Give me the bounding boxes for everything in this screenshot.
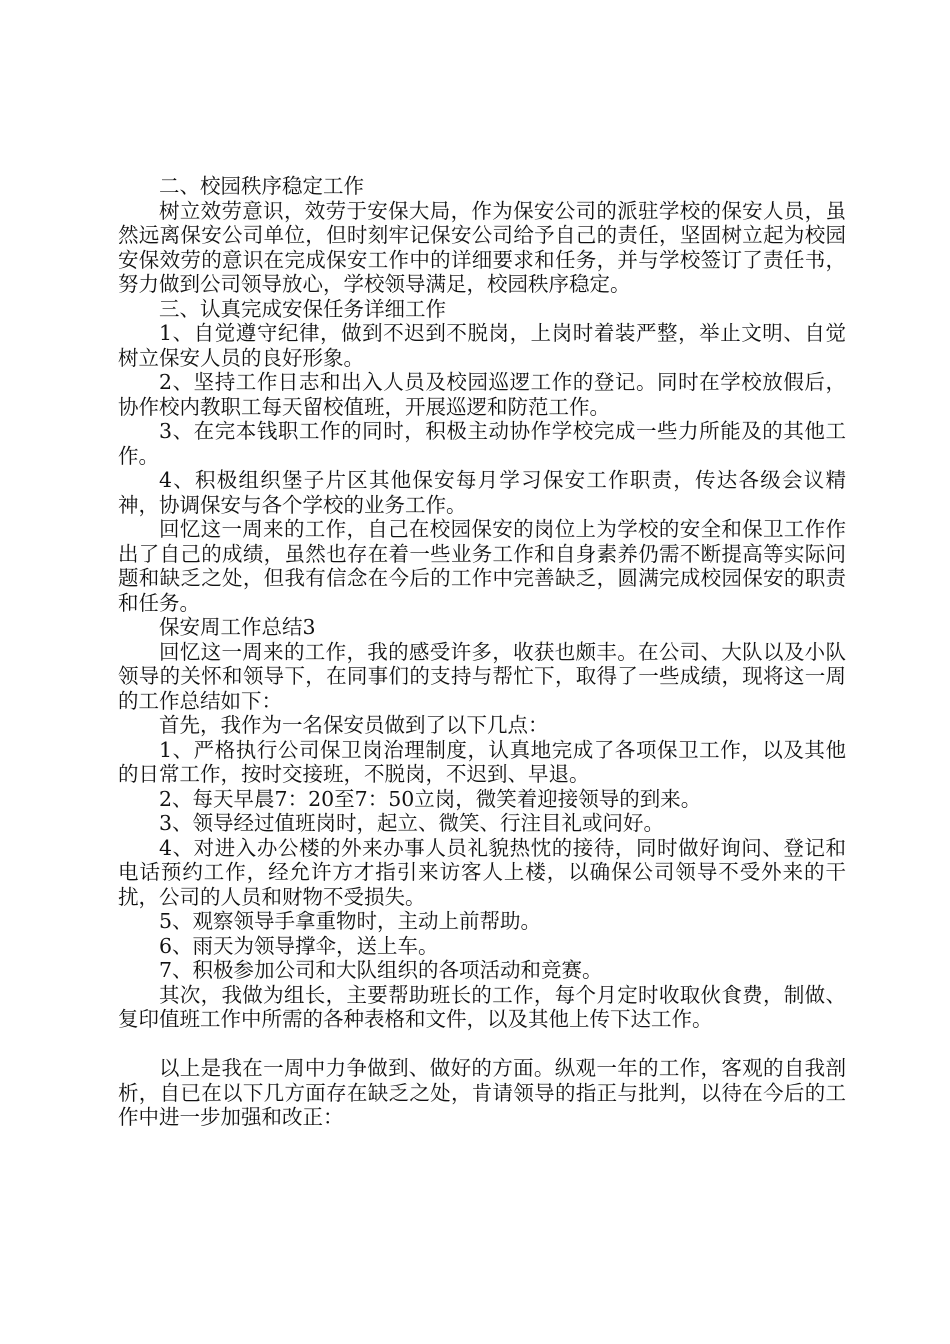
document-body — [118, 174, 846, 1130]
list-item-duty-3: 3、领导经过值班岗时，起立、微笑、行注目礼或问好。 — [159, 811, 665, 835]
list-item-2: 2、坚持工作日志和出入人员及校园巡逻工作的登记。同时在学校放假后，协作校内教职工每天留校值班，开展巡逻和防范工作。 — [118, 370, 846, 419]
paragraph-service-awareness: 树立效劳意识，效劳于安保大局，作为保安公司的派驻学校的保安人员，虽然远离保安公司单位，但时刻牢记保安公司给予自己的责任，坚固树立起为校园安保效劳的意识在完成保安工作中的详细要求和任务，并与学校签订了责任书，努力做到公司领导放心，学校领导满足，校园秩序稳定。 — [118, 198, 846, 296]
list-item-duty-4: 4、对进入办公楼的外来办事人员礼貌热忱的接待，同时做好询问、登记和电话预约工作，经允许方才指引来访客人上楼，以确保公司领导不受外来的干扰，公司的人员和财物不受损失。 — [118, 835, 846, 909]
list-item-3: 3、在完本钱职工作的同时，积极主动协作学校完成一些力所能及的其他工作。 — [118, 419, 846, 468]
paragraph-week-review: 回忆这一周来的工作，自己在校园保安的岗位上为学校的安全和保卫工作作出了自己的成绩，虽然也存在着一些业务工作和自身素养仍需不断提高等实际问题和缺乏之处，但我有信念在今后的工作中完善缺乏，圆满完成校园保安的职责和任务。 — [118, 517, 846, 615]
list-item-duty-5: 5、观察领导手拿重物时，主动上前帮助。 — [159, 909, 542, 933]
paragraph-conclusion: 以上是我在一周中力争做到、做好的方面。纵观一年的工作，客观的自我剖析，自已在以下几方面存在缺乏之处，肯请领导的指正与批判，以待在今后的工作中进一步加强和改正： — [118, 1056, 846, 1129]
list-item-duty-2: 2、每天早晨7：20至7：50立岗，微笑着迎接领导的到来。 — [159, 786, 702, 811]
section-heading-campus-order: 二、校园秩序稳定工作 — [159, 174, 364, 198]
list-item-duty-7: 7、积极参加公司和大队组织的各项活动和竞赛。 — [159, 958, 603, 982]
list-item-1: 1、自觉遵守纪律，做到不迟到不脱岗，上岗时着装严整，举止文明、自觉树立保安人员的良好形象。 — [118, 321, 846, 370]
section-heading-summary-3: 保安周工作总结3 — [159, 615, 316, 639]
section-heading-security-tasks: 三、认真完成安保任务详细工作 — [159, 296, 446, 321]
paragraph-spacer — [118, 1032, 846, 1057]
paragraph-first: 首先，我作为一名保安员做到了以下几点： — [159, 713, 549, 737]
list-item-duty-1: 1、严格执行公司保卫岗治理制度，认真地完成了各项保卫工作，以及其他的日常工作，按时交接班，不脱岗，不迟到、早退。 — [118, 737, 846, 786]
list-item-duty-6: 6、雨天为领导撑伞，送上车。 — [159, 933, 439, 958]
paragraph-second: 其次，我做为组长，主要帮助班长的工作，每个月定时收取伙食费，制做、复印值班工作中所需的各种表格和文件，以及其他上传下达工作。 — [118, 982, 846, 1031]
paragraph-summary-intro: 回忆这一周来的工作，我的感受许多，收获也颇丰。在公司、大队以及小队领导的关怀和领导下，在同事们的支持与帮忙下，取得了一些成绩，现将这一周的工作总结如下： — [118, 639, 846, 713]
list-item-4: 4、积极组织堡子片区其他保安每月学习保安工作职责，传达各级会议精神，协调保安与各个学校的业务工作。 — [118, 468, 846, 517]
